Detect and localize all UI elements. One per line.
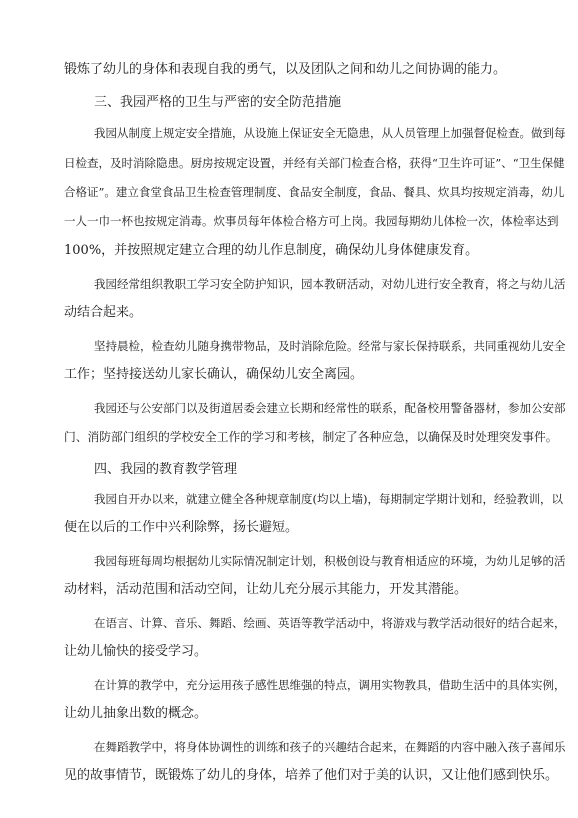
text-line: 在计算的教学中，充分运用孩子感性思维强的特点，调用实物教具，借助生活中的具体实例， — [94, 678, 566, 692]
text-line: 我园每班每周均根据幼儿实际情况制定计划，积极创设与教育相适应的环境，为幼儿足够的活 — [94, 554, 566, 568]
text-line: 动结合起来。 — [64, 305, 143, 320]
text-line: 门、消防部门组织的学校安全工作的学习和考核，制定了各种应急，以确保及时处理突发事件。 — [64, 430, 558, 444]
text-line: 工作；坚持接送幼儿家长确认，确保幼儿安全离园。 — [64, 367, 364, 382]
text-line: 见的故事情节，既锻炼了幼儿的身体，培养了他们对于美的认识，又让他们感到快乐。 — [64, 768, 559, 783]
text-line: 让幼儿抽象出数的概念。 — [64, 706, 208, 721]
text-line: 便在以后的工作中兴利除弊，扬长避短。 — [64, 520, 299, 535]
text-line: 我园从制度上规定安全措施，从设施上保证安全无隐患，从人员管理上加强督促检查。做到每 — [94, 126, 566, 140]
text-line: 在语言、计算、音乐、舞蹈、绘画、英语等教学活动中，将游戏与教学活动很好的结合起来， — [94, 616, 566, 630]
text-line: 锻炼了幼儿的身体和表现自我的勇气，以及团队之间和幼儿之间协调的能力。 — [64, 62, 507, 77]
text-line: 合格证”。建立食堂食品卫生检查管理制度、食品安全制度，食品、餐具、炊具均按规定消毒，幼儿 — [64, 185, 565, 199]
text-line: 我园经常组织教职工学习安全防护知识，园本教研活动，对幼儿进行安全教育，将之与幼儿活 — [94, 277, 566, 291]
text-line: 在舞蹈教学中，将身体协调性的训练和孩子的兴趣结合起来，在舞蹈的内容中融入孩子喜闻乐 — [94, 740, 566, 754]
text-line: 我园自开办以来，就建立健全各种规章制度(均以上墙)，每期制定学期计划和，经验教训，以 — [94, 492, 563, 506]
text-line: 日检查，及时消除隐患。厨房按规定设置，并经有关部门检查合格，获得“卫生许可证”、“卫生保健 — [64, 156, 565, 170]
text-line: 动材料，活动范围和活动空间，让幼儿充分展示其能力，开发其潜能。 — [64, 582, 468, 597]
text-line: 让幼儿愉快的接受学习。 — [64, 644, 208, 659]
text-line: 坚持晨检，检查幼儿随身携带物品，及时消除危险。经常与家长保持联系，共同重视幼儿安全 — [94, 339, 566, 353]
text-line: 一人一巾一杯也按规定消毒。炊事员每年体检合格方可上岗。我园每期幼儿体检一次，体检率达到 — [64, 214, 559, 228]
text-line: 100%，并按照规定建立合理的幼儿作息制度，确保幼儿身体健康发育。 — [64, 243, 479, 258]
section-heading: 四、我园的教育教学管理 — [94, 462, 238, 477]
text-line: 我园还与公安部门以及街道居委会建立长期和经常性的联系，配备校用警备器材，参加公安部 — [94, 401, 566, 415]
section-heading: 三、我园严格的卫生与严密的安全防范措施 — [94, 95, 342, 110]
